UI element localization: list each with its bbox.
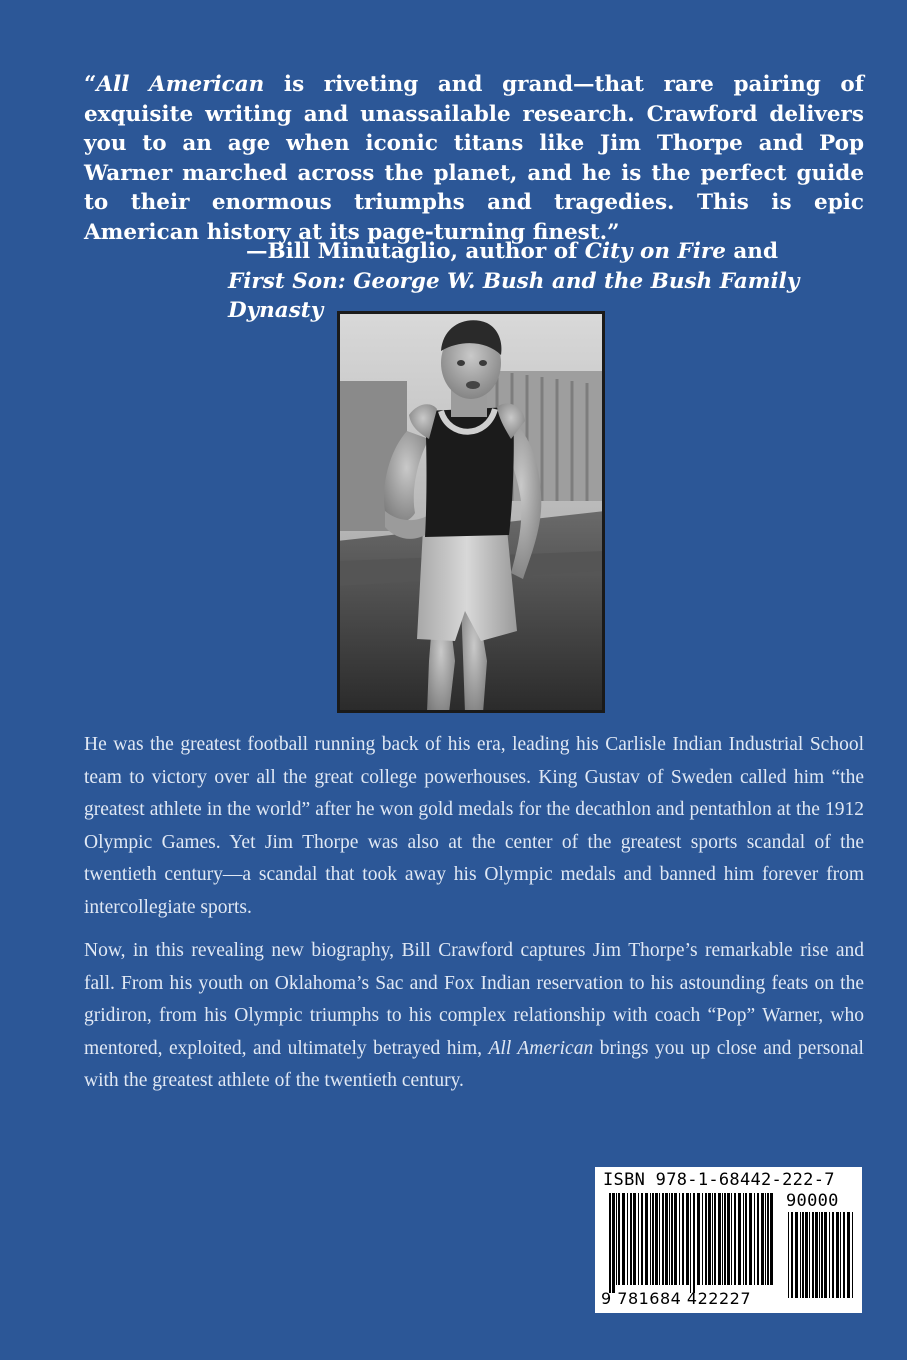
ean-digits: 9 781684 422227 xyxy=(601,1289,752,1308)
description-paragraph-2: Now, in this revealing new biography, Bill Crawford captures Jim Thorpe’s remarkable rise and fall. From his youth on Oklahoma’s Sac and Fox Indian reservation to his astounding feats on the gridiron, from his Olympic triumphs to his complex relationship with coach “Pop” Warner, who mentored, exploited, and ultimately betrayed him, All American brings you up close and personal with the greatest athlete of the twentieth century. xyxy=(84,940,864,1091)
price-addon-code: 90000 xyxy=(786,1191,839,1211)
attribution-book-first-son: First Son: George W. Bush and the Bush Family Dynasty xyxy=(228,268,800,323)
description-book-title: All American xyxy=(488,1037,594,1059)
attribution-joiner: and xyxy=(725,239,778,264)
ean-barcode-bars xyxy=(609,1193,775,1293)
quote-book-title: All American xyxy=(96,72,265,97)
quote-open-mark: “ xyxy=(84,72,97,97)
addon-barcode-bars xyxy=(788,1212,854,1306)
attribution-book-city-on-fire: City on Fire xyxy=(584,239,726,264)
isbn-barcode xyxy=(595,1167,862,1313)
attribution-prefix: —Bill Minutaglio, author of xyxy=(246,239,585,264)
book-description xyxy=(84,729,864,1109)
description-paragraph-1: He was the greatest football running back of his era, leading his Carlisle Indian Industrial School team to victory over all the great college powerhouses. King Gustav of Sweden called him “the greatest athlete in the world” after he won gold medals for the decathlon and pentathlon at the 1912 Olympic Games. Yet Jim Thorpe was also at the center of the greatest sports scandal of the twentieth century—a scandal that took away his Olympic medals and banned him forever from intercollegiate sports. xyxy=(84,734,864,918)
endorsement-quote xyxy=(84,70,864,247)
jim-thorpe-photo xyxy=(337,311,605,713)
quote-body: is riveting and grand—that rare pairing of exquisite writing and unassailable research. Crawford delivers you to an age when iconic titans like Jim Thorpe and Pop Warner marched across the planet, and he is the perfect guide to their enormous triumphs and tragedies. This is epic American history at its page-turning finest.” xyxy=(84,72,864,245)
isbn-label: ISBN 978-1-68442-222-7 xyxy=(603,1170,835,1190)
